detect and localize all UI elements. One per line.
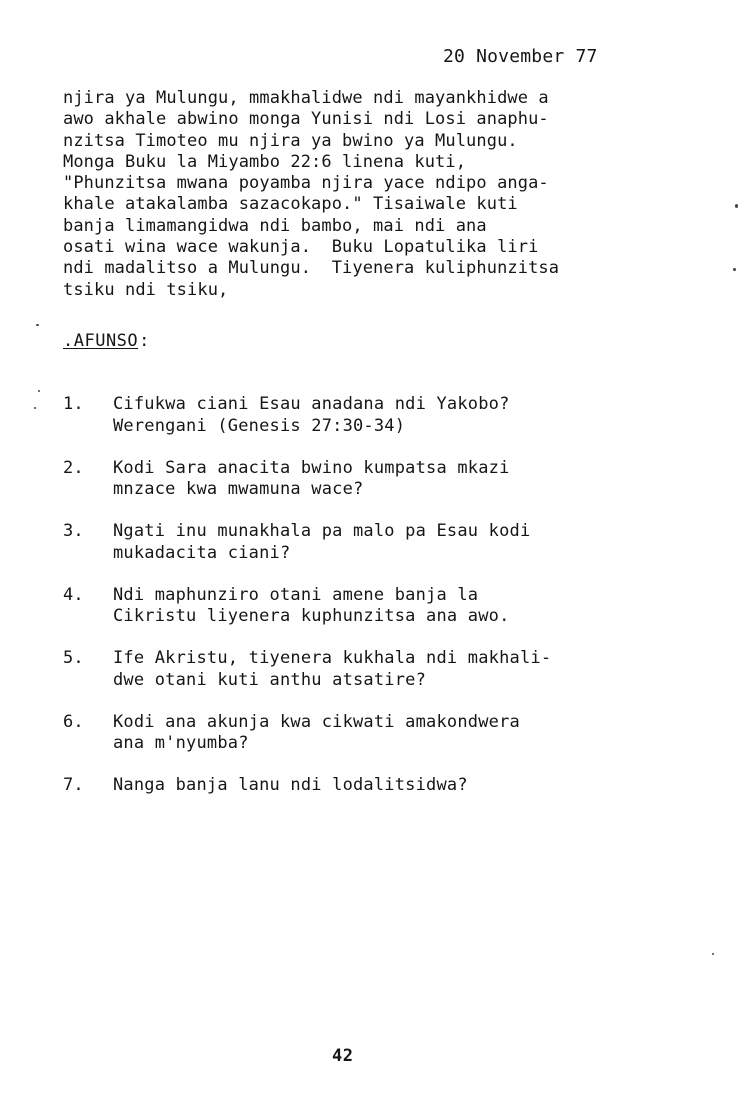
scan-speck (733, 268, 736, 271)
section-heading-text: .AFUNSO (63, 331, 139, 351)
body-paragraph (63, 88, 683, 301)
scan-speck (34, 407, 36, 409)
question-item (63, 521, 683, 564)
question-text-line: Ife Akristu, tiyenera kukhala ndi makhali- (113, 648, 552, 668)
paragraph-line: Monga Buku la Miyambo 22:6 linena kuti, (63, 151, 467, 172)
question-text-line: Ndi maphunziro otani amene banja la (113, 584, 479, 605)
section-heading-colon: : (139, 331, 150, 351)
question-number: 3. (63, 521, 84, 541)
question-text-line: Ngati inu munakhala pa malo pa Esau kodi (113, 521, 531, 541)
question-number: 4. (63, 584, 84, 605)
question-item (63, 585, 683, 628)
paragraph-line: banja limamangidwa ndi bambo, mai ndi ana (63, 215, 487, 236)
paragraph-line: njira ya Mulungu, mmakhalidwe ndi mayankhidwe a (63, 88, 549, 108)
question-item (63, 775, 683, 797)
question-text-line: Cikristu liyenera kuphunzitsa ana awo. (113, 606, 510, 626)
scan-speck (38, 390, 40, 392)
question-text-line: Kodi ana akunja kwa cikwati amakondwera (113, 711, 520, 732)
question-item (63, 648, 683, 691)
paragraph-line: khale atakalamba sazacokapo." Tisaiwale kuti (63, 194, 518, 215)
paragraph-line: tsiku ndi tsiku, (63, 279, 229, 300)
question-text-line: Nanga banja lanu ndi lodalitsidwa? (113, 775, 468, 795)
page-date: 20 November 77 (443, 46, 598, 67)
question-text-line: mukadacita ciani? (113, 542, 291, 563)
scan-speck (735, 204, 738, 208)
question-text-line: Cifukwa ciani Esau anadana ndi Yakobo? (113, 394, 510, 414)
question-text-line: Werengani (Genesis 27:30-34) (113, 415, 406, 436)
question-number: 6. (63, 711, 84, 732)
question-number: 7. (63, 775, 84, 795)
scan-speck (712, 953, 714, 955)
question-number: 2. (63, 457, 84, 478)
question-number: 5. (63, 648, 84, 668)
question-list (63, 394, 683, 817)
paragraph-line: ndi madalitso a Mulungu. Tiyenera kuliphunzitsa (63, 258, 560, 279)
question-item (63, 458, 683, 501)
question-text-line: Kodi Sara anacita bwino kumpatsa mkazi (113, 457, 510, 478)
paragraph-line: osati wina wace wakunja. Buku Lopatulika liri (63, 237, 539, 258)
question-text-line: dwe otani kuti anthu atsatire? (113, 669, 427, 690)
paragraph-line: "Phunzitsa mwana poyamba njira yace ndipo anga- (63, 173, 549, 194)
question-item (63, 712, 683, 755)
section-heading (63, 331, 150, 351)
page-number: 42 (332, 1046, 354, 1066)
scan-speck (36, 324, 39, 326)
paragraph-line: awo akhale abwino monga Yunisi ndi Losi anaphu- (63, 109, 549, 130)
question-item (63, 394, 683, 437)
paragraph-line: nzitsa Timoteo mu njira ya bwino ya Mulungu. (63, 130, 518, 151)
question-number: 1. (63, 394, 84, 414)
question-text-line: ana m'nyumba? (113, 733, 249, 753)
question-text-line: mnzace kwa mwamuna wace? (113, 479, 364, 499)
